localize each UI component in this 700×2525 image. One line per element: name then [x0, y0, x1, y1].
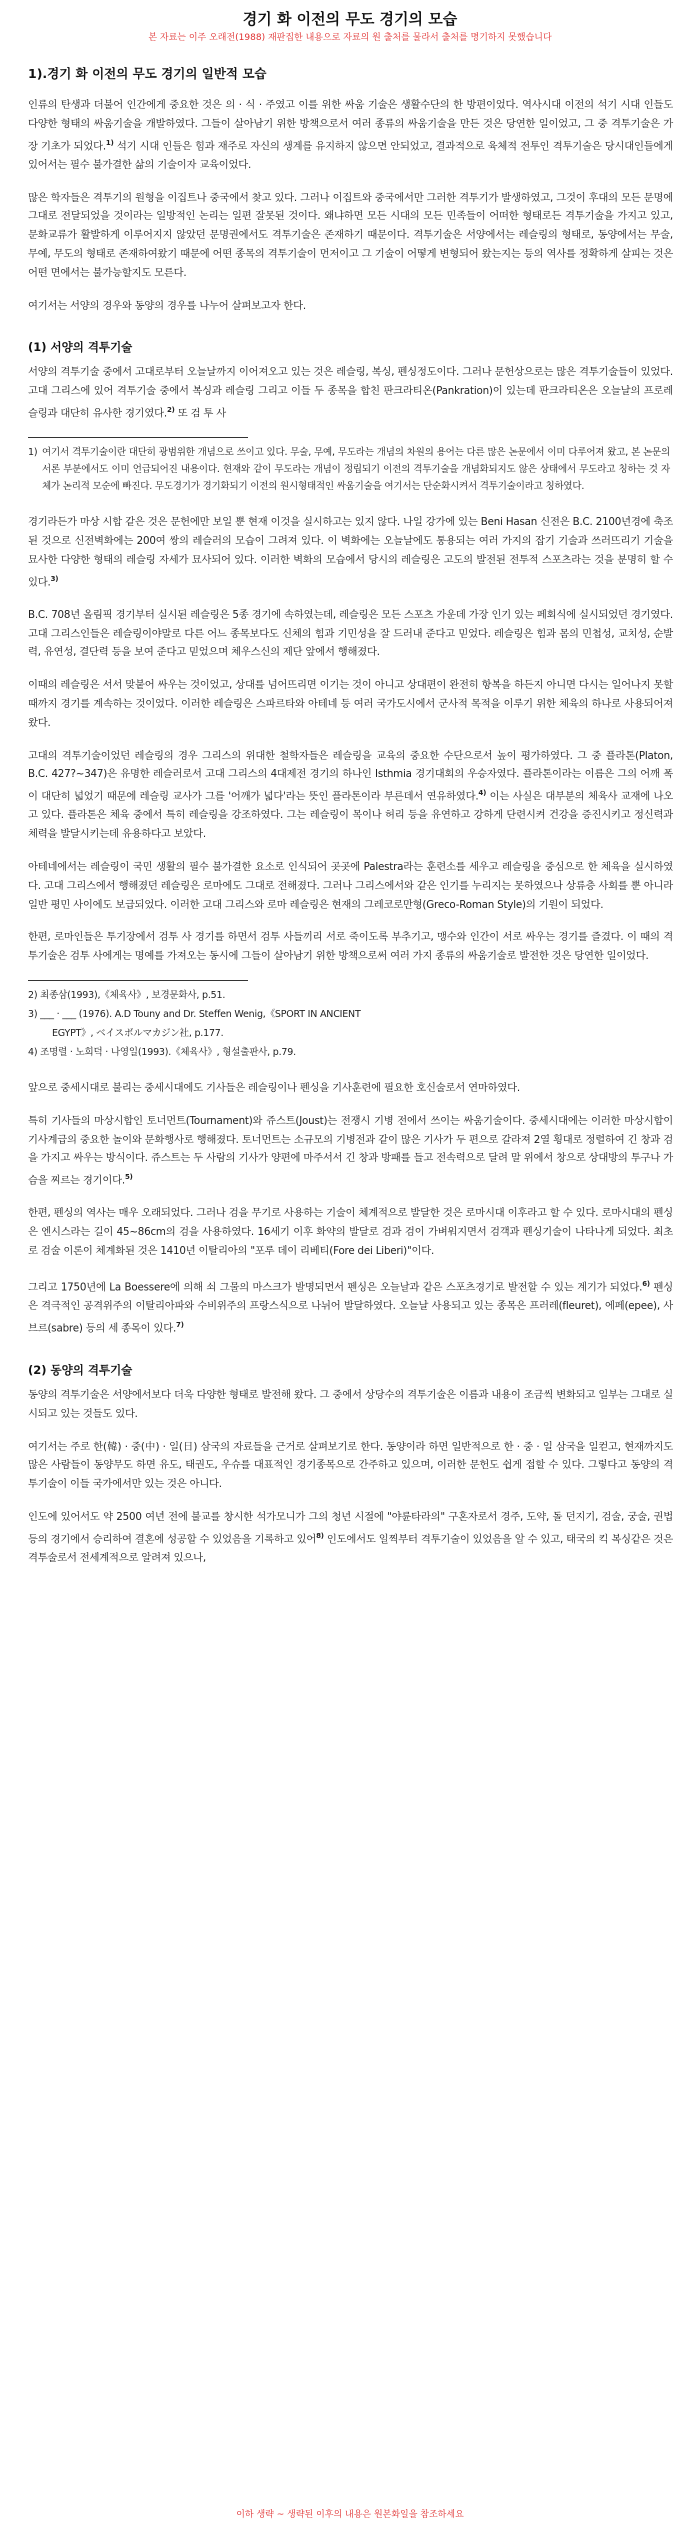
paragraph: 서양의 격투기술 중에서 고대로부터 오늘날까지 이어져오고 있는 것은 레슬링, 복싱, 펜싱정도이다. 그러나 문헌상으로는 많은 격투기술들이 있었다. 고대 그리스에 있어 격투기술 중에서 복싱과 레슬링 그리고 이들 두 종목을 합친 판크라티온(Pankration)이 있는데 판크라티온은 오늘날의 프로레슬링과 대단히 유사한 경기였다.$^{2)}$ 또 검 투 사 [28, 366, 673, 420]
paragraph: 그리고 1750년에 La Boessere에 의해 쇠 그물의 마스크가 발명되면서 펜싱은 오늘날과 같은 스포츠경기로 발전할 수 있는 계기가 되었다.$^{6)}$ 펜싱은 격극적인 공격위주의 이탈리아파와 수비위주의 프랑스식으로 나뉘어 발달하였다. 오늘날 사용되고 있는 종목은 프러레(fleuret), 에페(epee), 사브르(sabre) 등의 세 종목이 있다.$^{7)}$ [28, 1279, 673, 1335]
footnote-ref: 5) [124, 1173, 133, 1182]
footnote: 1) 여기서 격투기술이란 대단히 광범위한 개념으로 쓰이고 있다. 무술, 무예, 무도라는 개념의 차원의 용어는 다른 많은 논문에서 이미 다루어져 왔고, 본 논문의 서론 부분에서도 이미 언급되어진 내용이다. 현재와 같이 무도라는 개념이 정립되기 이전의 격투기술을 개념화되지도 않은 상태에서 무도라고 칭하는 것 자체가 논리적 모순에 빠진다. 무도경기가 경기화되기 이전의 원시형태적인 싸움기술을 여기서는 단순화시켜서 격투기술이라고 칭하였다. [28, 447, 670, 493]
footnote: 3) ___ · ___ (1976). A.D Touny and Dr. Steffen Wenig,《SPORT IN ANCIENT [28, 1008, 361, 1020]
paragraph: 앞으로 중세시대로 불리는 중세시대에도 기사들은 레슬링이나 펜싱을 기사훈련에 필요한 호신술로서 연마하였다. [28, 1081, 520, 1094]
paragraph: 동양의 격투기술은 서양에서보다 더욱 다양한 형태로 발전해 왔다. 그 중에서 상당수의 격투기술은 이름과 내용이 조금씩 변화되고 일부는 그대로 실시되고 있는 것들도 있다. [28, 1389, 673, 1420]
paragraph: 한편, 펜싱의 역사는 매우 오래되었다. 그러나 검을 무기로 사용하는 기술이 체계적으로 발달한 것은 로마시대 이후라고 할 수 있다. 로마시대의 펜싱은 엔시스라는 길이 45~86cm의 검을 사용하였다. 16세기 이후 화약의 발달로 검과 검이 가벼워지면서 검객과 펜싱기술이 나타나게 되었다. 최초로 검술 이론이 체계화된 것은 1410년 이탈리아의 "포루 데이 리베티(Fore dei Liberi)"이다. [28, 1207, 673, 1257]
footnote-ref: 2) [167, 405, 175, 414]
paragraph: 고대의 격투기술이었던 레슬링의 경우 그리스의 위대한 철학자들은 레슬링을 교육의 중요한 수단으로서 높이 평가하였다. 그 중 플라톤(Platon, B.C. 427?~347)은 유명한 레슬러로서 고대 그리스의 4대제전 경기의 하나인 Isthmia 경기대회의 우승자였다. 플라톤이라는 이름은 그의 어깨 폭이 대단히 넓었기 때문에 레슬링 교사가 그를 '어깨가 넓다'라는 뜻인 플라톤이라 부른데서 연유하였다.$^{4)}$ 이는 사실은 대부분의 체육사 교재에 나오고 있다. 플라톤은 체육 중에서 특히 레슬링을 강조하였다. 그는 레슬링이 목이나 허리 등을 유연하고 강하게 단련시켜 건강을 증진시키고 정신력과 체력을 발달시키는데 유용하다고 보았다. [28, 749, 673, 841]
footnote: 4) 조명렬 · 노희덕 · 나영일(1993).《체육사》, 형설출판사, p.79. [28, 1046, 296, 1058]
footnote: 2) 최종삼(1993),《체육사》, 보경문화사, p.51. [28, 989, 226, 1001]
subsection-heading: (2) 동양의 격투기술 [28, 1363, 133, 1378]
footnote-ref: 6) [642, 1279, 650, 1288]
paragraph: 한편, 로마인들은 투기장에서 검투 사 경기를 하면서 검투 사들끼리 서로 죽이도록 부추기고, 맹수와 인간이 서로 싸우는 경기를 즐겼다. 이 때의 격투기술은 검투 사에게는 명예를 가져오는 동시에 그들이 살아남기 위한 방책으로써 여러 가지 종류의 싸움기술로 발전한 것은 당연한 일이었다. [28, 931, 673, 963]
paragraph: 아테네에서는 레슬링이 국민 생활의 필수 불가결한 요소로 인식되어 곳곳에 Palestra라는 훈련소를 세우고 레슬링을 중심으로 한 체육을 실시하였다. 고대 그리스에서 행해졌던 레슬링은 로마에도 그대로 전해졌다. 그러나 그리스에서와 같은 인기를 누리지는 못하였으나 상류층 사회를 뿐 아니라 일반 평민 사이에도 보급되었다. 이러한 고대 그리스와 로마 레슬링은 현재의 그레코로만형(Greco-Roman Style)의 기원이 되었다. [28, 861, 673, 911]
paragraph: 인도에 있어서도 약 2500 여년 전에 불교를 창시한 석가모니가 그의 청년 시절에 "야륜타라의" 구혼자로서 경주, 도약, 돌 던지기, 검술, 궁술, 권법 등의 경기에서 승리하여 결혼에 성공할 수 있었음을 기록하고 있어$^{8)}$ 인도에서도 일찍부터 격투기술이 있었음을 알 수 있고, 태국의 킥 복싱같은 것은 격투술로서 전세계적으로 알려져 있으나, [28, 1511, 673, 1565]
paragraph: 특히 기사들의 마상시합인 토너먼트(Tournament)와 쥬스트(Joust)는 전쟁시 기병 전에서 쓰이는 싸움기술이다. 중세시대에는 이러한 마상시합이 기사계급의 중요한 놀이와 문화행사로 행해졌다. 토너먼트는 소규모의 기병전과 같이 많은 기사가 두 편으로 갈라져 2열 횡대로 정렬하여 긴 창과 검을 가지고 싸우는 방식이다. 쥬스트는 두 사람의 기사가 양편에 마주서서 긴 창과 방패를 들고 전속력으로 달려 말 위에서 창으로 상대방의 투구나 가슴을 찌르는 경기이다.$^{5)}$ [28, 1114, 673, 1187]
footnote-divider [28, 437, 248, 438]
footnote-ref: 8) [316, 1531, 324, 1540]
paragraph: 경기라든가 마상 시합 같은 것은 문헌에만 보일 뿐 현재 이것을 실시하고는 있지 않다. 나일 강가에 있는 Beni Hasan 신전은 B.C. 2100년경에 축조된 것으로 신전벽화에는 200여 쌍의 레슬러의 모습이 그려져 있다. 이 벽화에는 오늘날에도 통용되는 여러 가지의 잡기 기술과 쓰러뜨리기 기술을 묘사한 다양한 형태의 레슬링 자세가 묘사되어 있다. 이러한 벽화의 모습에서 당시의 레슬링은 고도의 발전된 전투적 스포츠라는 것을 분명히 할 수 있다.$^{3)}$ [28, 516, 673, 589]
copyright-notice: 본 자료는 이주 오래전(1988) 재판집한 내용으로 자료의 원 출처를 물라서 출처를 명기하지 못했습니다 [148, 33, 552, 43]
footnote-ref: 3) [50, 574, 59, 583]
section-heading: 1).경기 화 이전의 무도 경기의 일반적 모습 [28, 66, 267, 81]
paragraph: 여기서는 주로 한(韓) · 중(中) · 일(日) 삼국의 자료들을 근거로 살펴보기로 한다. 동양이라 하면 일반적으로 한 · 중 · 일 삼국을 일컫고, 현재까지도 많은 사람들이 동양무도 하면 유도, 태권도, 우슈를 대표적인 경기종목으로 간주하고 있으며, 이러한 문헌도 쉽게 접할 수 있다. 그렇다고 동양의 격투기술이 이들 국가에서만 있는 것은 아니다. [28, 1440, 673, 1491]
paragraph: 인류의 탄생과 더불어 인간에게 중요한 것은 의 · 식 · 주였고 이를 위한 싸움 기술은 생활수단의 한 방편이었다. 역사시대 이전의 석기 시대 인들도 다양한 형태의 싸움기술을 개발하였다. 그들이 살아남기 위한 방책으로서 여러 종류의 싸움기술을 만든 것은 당연한 일이었고, 그 중 격투기술은 가장 기초가 되었다.$^{1)}$ 석기 시대 인들은 힘과 재주로 자신의 생계를 유지하지 않으면 안되었고, 결과적으로 육체적 전투인 격투기술은 당시대인들에게 있어서는 필수 불가결한 삶의 기술이자 교육이었다. [28, 99, 673, 171]
footnote-ref: 7) [176, 1320, 184, 1329]
paragraph: 여기서는 서양의 경우와 동양의 경우를 나누어 살펴보고자 한다. [28, 299, 306, 312]
footer-note: 이하 생략 ~ 생략된 이후의 내용은 원본화일을 참조하세요 [236, 2510, 464, 2520]
document-title: 경기 화 이전의 무도 경기의 모습 [242, 10, 458, 28]
subsection-heading: (1) 서양의 격투기술 [28, 340, 133, 355]
footnote: EGYPT》, ベイスボルマカジン社, p.177. [52, 1027, 224, 1039]
footnote-divider [28, 980, 248, 981]
paragraph: 많은 학자들은 격투기의 원형을 이집트나 중국에서 찾고 있다. 그러나 이집트와 중국에서만 그러한 격투기가 발생하였고, 그것이 후대의 모든 문명에 그대로 전달되었을 것이라는 일방적인 논리는 일편 잘못된 것이다. 왜냐하면 모든 시대의 모든 민족들이 어떠한 형태로든 격투기술을 가지고 있고, 문화교류가 활발하게 이루어지지 않았던 문명권에서도 격투기술은 존재하기 때문이다. 격투기술은 서양에서는 레슬링의 형태로, 동양에서는 무술, 무예, 무도의 형태로 존재하여왔기 때문에 어떤 종목의 격투기술이 먼저이고 그 기술이 어떻게 변형되어 왔는지는 등의 역사를 정확하게 살피는 것은 어떤 면에서는 불가능할지도 모른다. [28, 191, 673, 279]
footnote-ref: 1) [105, 138, 114, 147]
paragraph: 이때의 레슬링은 서서 맞붙어 싸우는 것이었고, 상대를 넘어뜨리면 이기는 것이 아니고 상대편이 완전히 항복을 하든지 아니면 다시는 일어나지 못할 때까지 경기를 계속하는 것이었다. 이러한 레슬링은 스파르타와 아테네 등 여러 국가도시에서 군사적 목적을 이루기 위한 체육의 하나로 사용되어져 왔다. [28, 679, 673, 729]
paragraph: B.C. 708년 올림픽 경기부터 실시된 레슬링은 5종 경기에 속하였는데, 레슬링은 모든 스포츠 가운데 가장 인기 있는 페회식에 실시되었던 경기였다. 고대 그리스인들은 레슬링이야말로 다른 어느 종목보다도 신체의 힘과 기민성을 잘 드러내 준다고 믿었다. 레슬링은 힘과 몸의 민첩성, 교치성, 순발력, 유연성, 결단력 등을 보여 준다고 믿었으며 체우스신의 제단 앞에서 행해졌다. [28, 608, 673, 659]
document-body [28, 64, 673, 1582]
footnote-ref: 4) [478, 789, 487, 798]
